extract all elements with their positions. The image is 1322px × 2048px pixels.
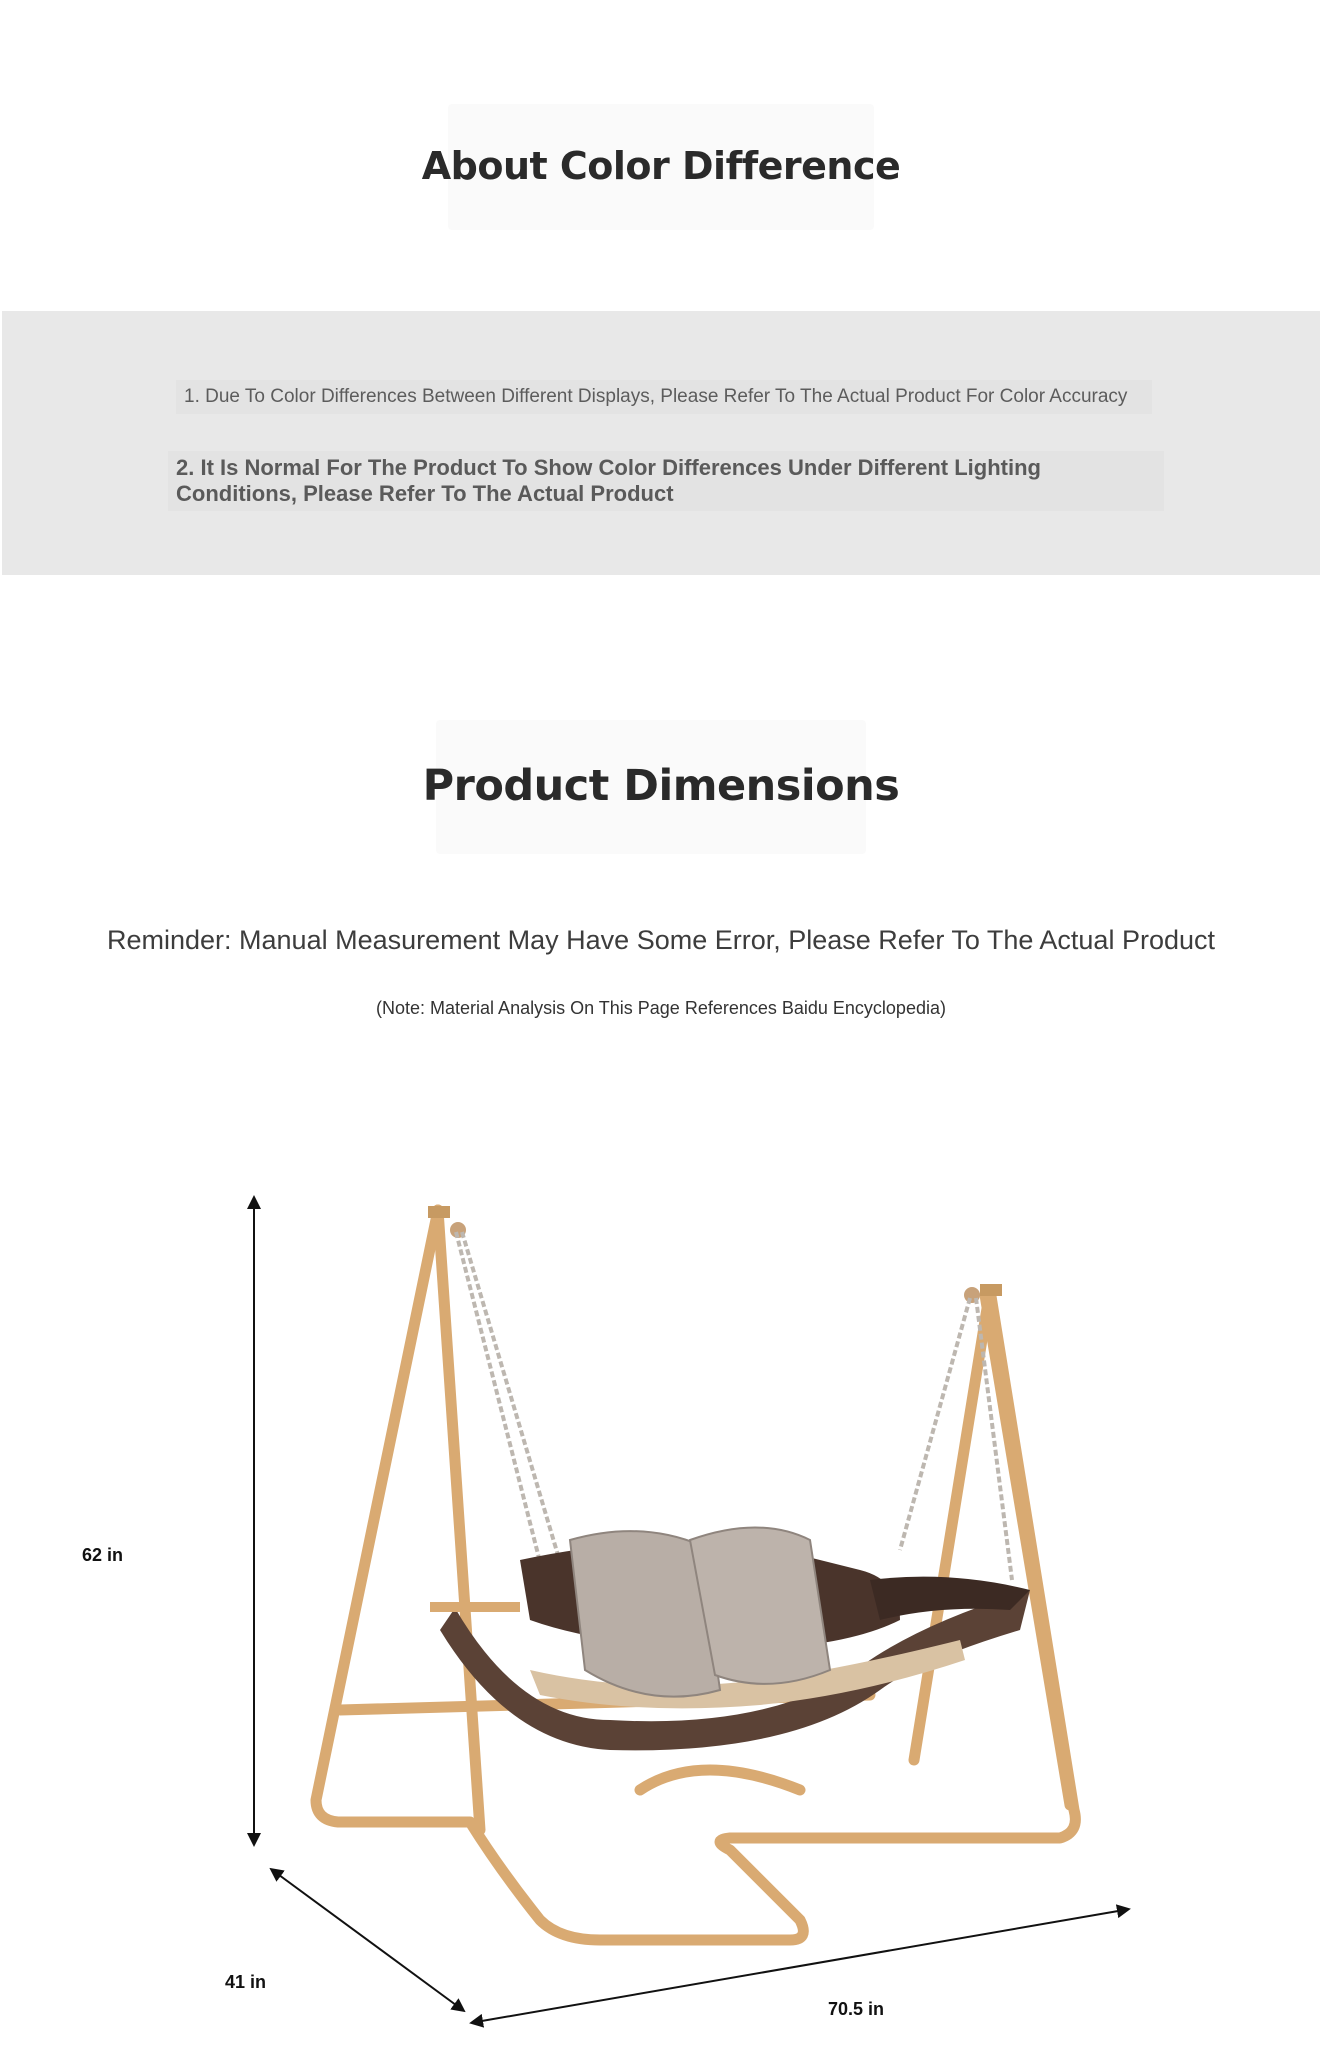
seat-plank-left [430,1602,520,1612]
depth-label: 41 in [225,1972,267,1992]
frame-top-right-cap [980,1284,1002,1296]
measurement-reminder: Reminder: Manual Measurement May Have Some Error, Please Refer To The Actual Product [106,925,1215,955]
color-notice-panel [2,311,1320,575]
color-note-1: 1. Due To Color Differences Between Different Displays, Please Refer To The Actual Product For Color Accuracy [176,380,1152,414]
swing-ropes [456,1232,1012,1580]
width-label: 70.5 in [828,1999,885,2019]
material-note: (Note: Material Analysis On This Page References Baidu Encyclopedia) [376,998,946,1018]
frame-top-left-cap [428,1206,450,1218]
swing-product-image [0,1150,1322,2048]
depth-arrow [275,1872,460,2008]
section-title-color-difference: About Color Difference [421,144,901,188]
height-label: 62 in [82,1545,124,1565]
section-title-product-dimensions: Product Dimensions [422,761,900,811]
color-note-2: 2. It Is Normal For The Product To Show Color Differences Under Different Lighting Conditions, Please Refer To The Actual Product [168,451,1164,511]
